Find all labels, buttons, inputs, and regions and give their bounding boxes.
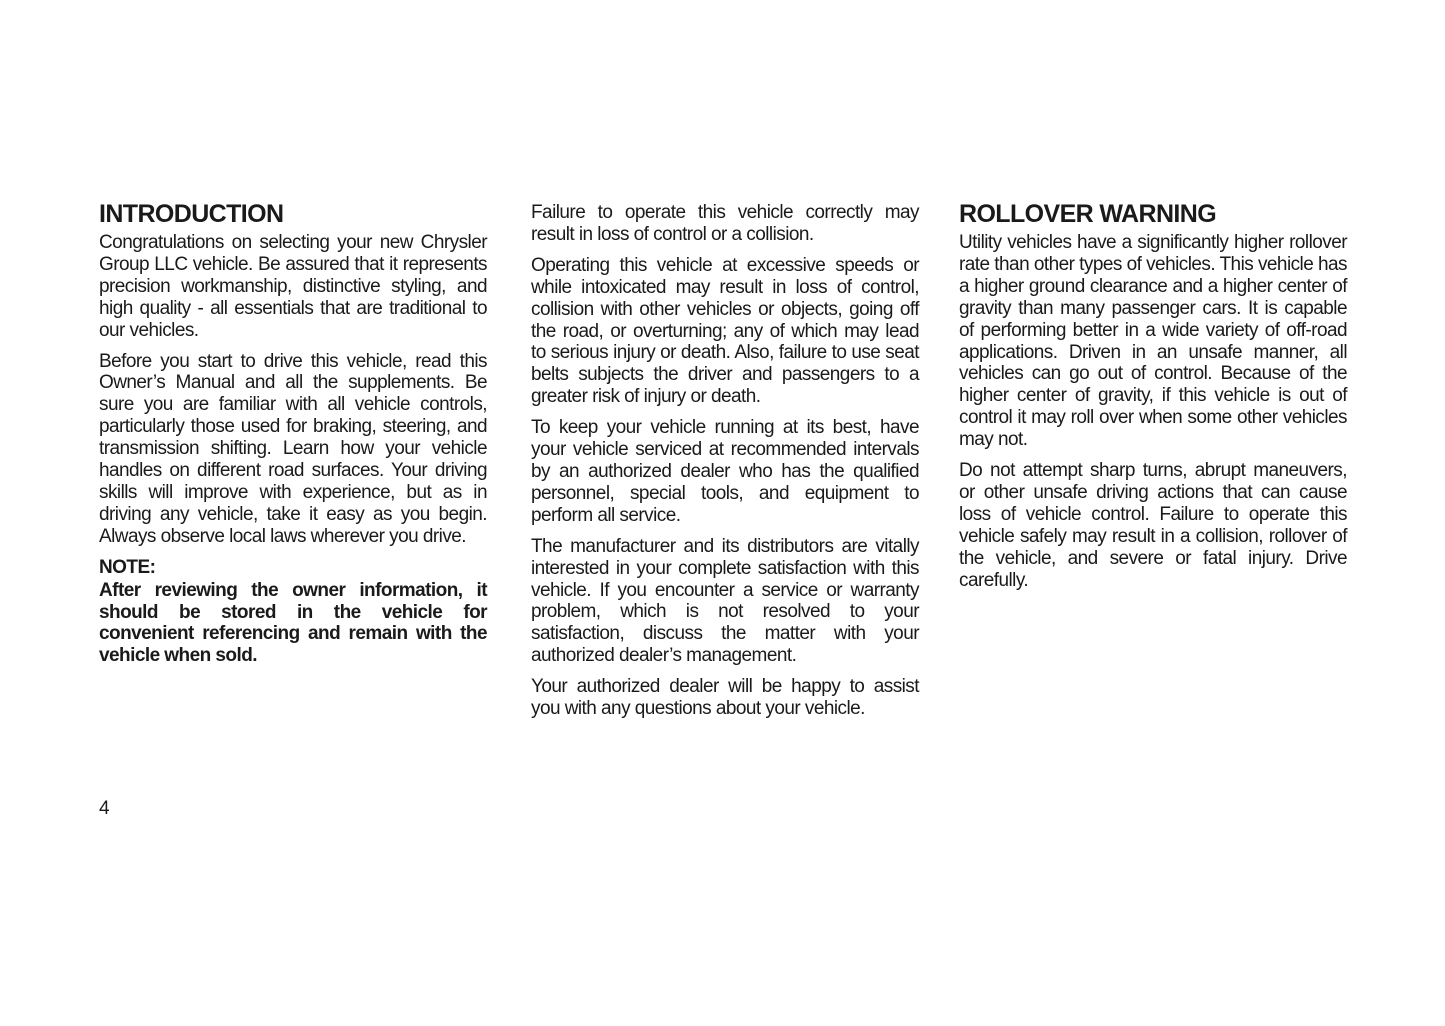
- introduction-paragraph-1: Congratulations on selecting your new Chrysler Group LLC vehicle. Be assured that it represents precision workmanship, distinctive styling, and high quality - all essentials that are traditional to our vehicles.: [99, 232, 487, 341]
- operation-paragraph-3: To keep your vehicle running at its best, have your vehicle serviced at recommended intervals by an authorized dealer who has the qualified personnel, special tools, and equipment to perform all service.: [531, 417, 919, 526]
- operation-column: [531, 202, 919, 729]
- rollover-warning-column: [959, 198, 1347, 601]
- rollover-warning-heading: ROLLOVER WARNING: [959, 200, 1217, 228]
- operation-paragraph-2: Operating this vehicle at excessive speeds or while intoxicated may result in loss of control, collision with other vehicles or objects, going off the road, or overturning; any of which may lead to serious injury or death. Also, failure to use seat belts subjects the driver and passengers to a greater risk of injury or death.: [531, 254, 919, 408]
- operation-paragraph-4: The manufacturer and its distributors are vitally interested in your complete satisfaction with this vehicle. If you encounter a service or warranty problem, which is not resolved to your satisfaction, discuss the matter with your authorized dealer’s management.: [531, 535, 919, 667]
- rollover-paragraph-2: Do not attempt sharp turns, abrupt maneuvers, or other unsafe driving actions that can cause loss of vehicle control. Failure to operate this vehicle safely may result in a collision, rollover of the vehicle, and severe or fatal injury. Drive carefully.: [959, 460, 1347, 591]
- operation-paragraph-5: Your authorized dealer will be happy to assist you with any questions about your vehicle.: [531, 676, 919, 720]
- introduction-heading: INTRODUCTION: [99, 200, 284, 228]
- introduction-paragraph-2: Before you start to drive this vehicle, read this Owner’s Manual and all the supplements. Be sure you are familiar with all vehicle controls, particularly those used for braking, steering, and transmission shifting. Learn how your vehicle handles on different road surfaces. Your driving skills will improve with experience, but as in driving any vehicle, take it easy as you begin. Always observe local laws wherever you drive.: [99, 350, 487, 547]
- page-number: 4: [99, 798, 110, 819]
- note-label: NOTE:: [99, 556, 156, 578]
- operation-paragraph-1: Failure to operate this vehicle correctly may result in loss of control or a collision.: [531, 202, 919, 245]
- note-text: After reviewing the owner information, it should be stored in the vehicle for convenient referencing and remain with the vehicle when sold.: [99, 579, 487, 667]
- rollover-paragraph-1: Utility vehicles have a significantly higher rollover rate than other types of vehicles. This vehicle has a higher ground clearance and a higher center of gravity than many passenger cars. It is capable of performing better in a wide variety of off-road applications. Driven in an unsafe manner, all vehicles can go out of control. Because of the higher center of gravity, if this vehicle is out of control it may roll over when some other vehicles may not.: [959, 232, 1347, 451]
- introduction-column: [99, 198, 487, 667]
